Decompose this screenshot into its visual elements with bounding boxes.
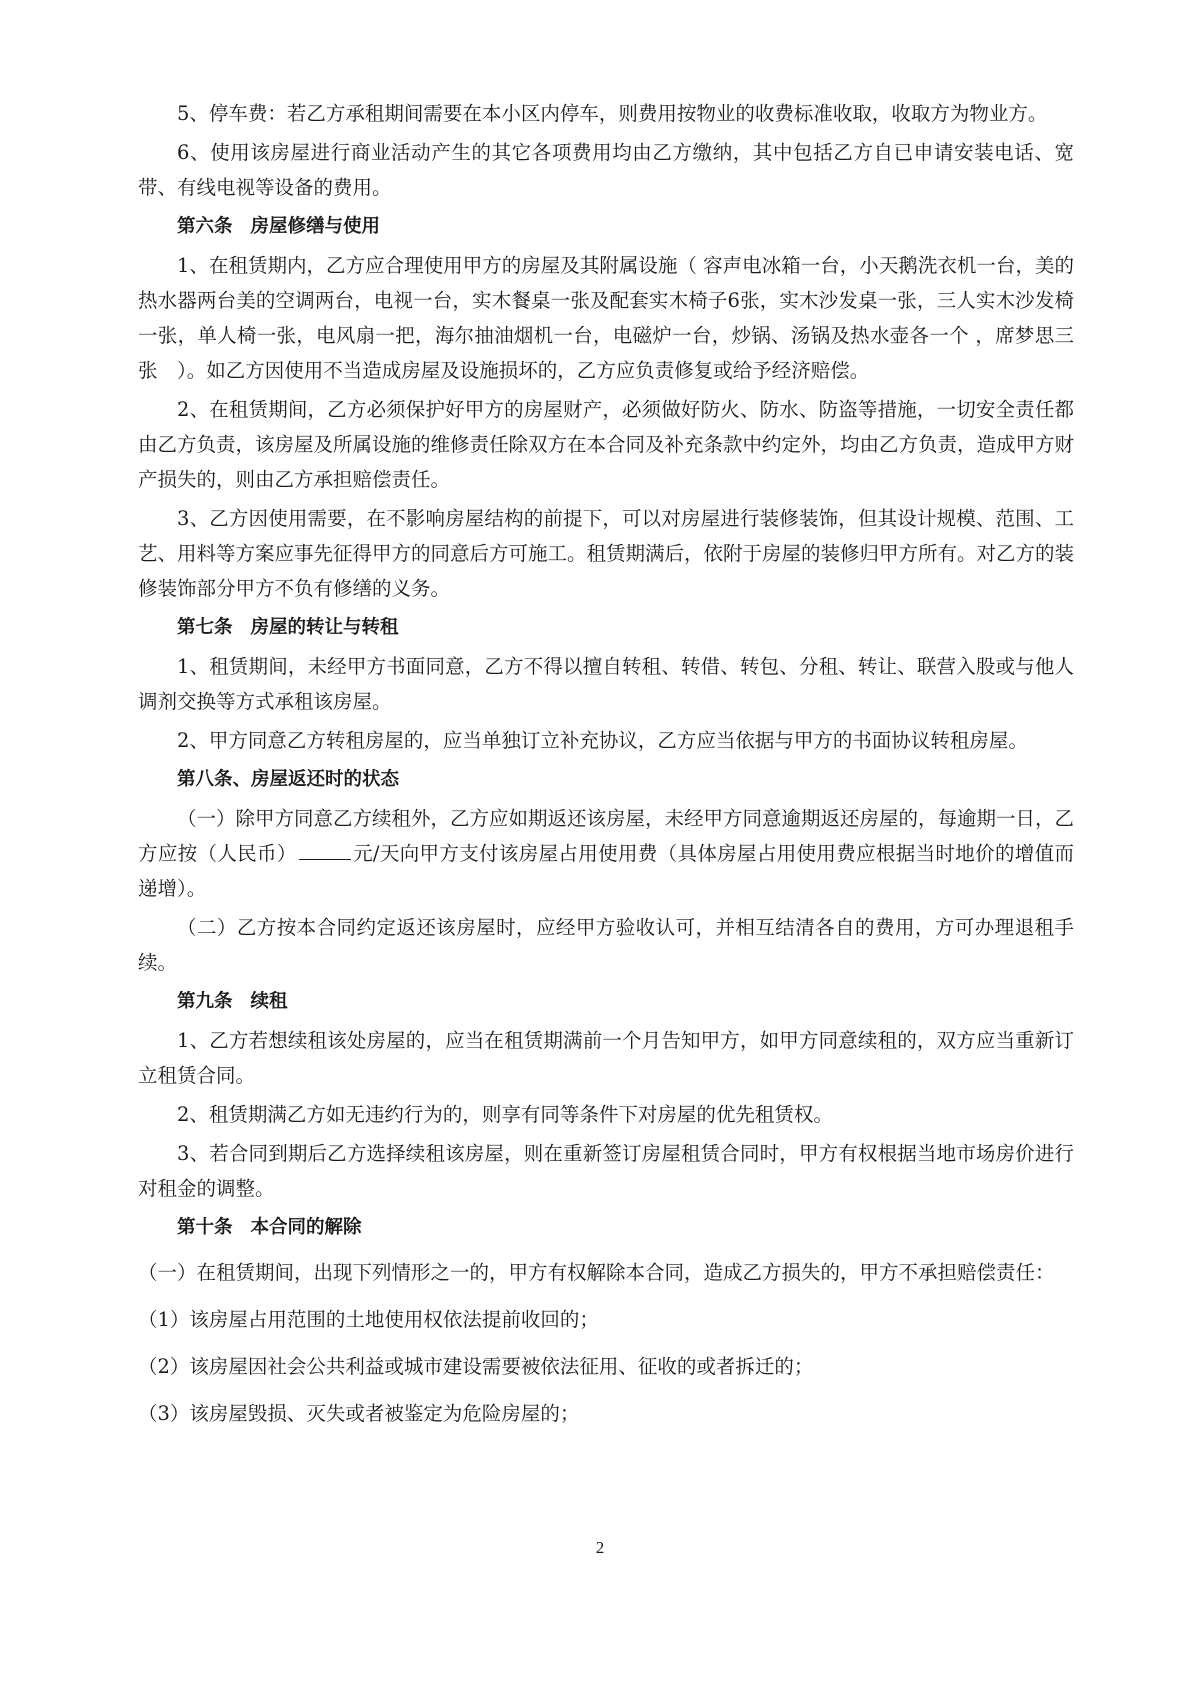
clause-paragraph: 3、若合同到期后乙方选择续租该房屋，则在重新签订房屋租赁合同时，甲方有权根据当地市场房价进行对租金的调整。 <box>138 1142 1074 1200</box>
clause-paragraph: 1、租赁期间，未经甲方书面同意，乙方不得以擅自转租、转借、转包、分租、转让、联营入股或与他人调剂交换等方式承租该房屋。 <box>138 655 1074 713</box>
clause-paragraph: 2、在租赁期间，乙方必须保护好甲方的房屋财产，必须做好防火、防水、防盗等措施，一切安全责任都由乙方负责，该房屋及所属设施的维修责任除双方在本合同及补充条款中约定外，均由乙方负责，造成甲方财产损失的，则由乙方承担赔偿责任。 <box>138 398 1075 491</box>
clause-paragraph: 5、停车费：若乙方承租期间需要在本小区内停车，则费用按物业的收费标准收取，收取方为物业方。 <box>177 102 1048 125</box>
contract-body <box>138 96 1074 1443</box>
clause-paragraph: 3、乙方因使用需要，在不影响房屋结构的前提下，可以对房屋进行装修装饰，但其设计规模、范围、工艺、用料等方案应事先征得甲方的同意后方可施工。租赁期满后，依附于房屋的装修归甲方所有。对乙方的装修装饰部分甲方不负有修缮的义务。 <box>138 507 1075 600</box>
section-title: 第八条、房屋返还时的状态 <box>177 769 400 790</box>
clause-paragraph: 1、在租赁期内，乙方应合理使用甲方的房屋及其附属设施（ 容声电冰箱一台，小天鹅洗衣机一台，美的热水器两台美的空调两台，电视一台，实木餐桌一张及配套实木椅子6张，实木沙发桌一张，三人实木沙发椅一张，单人椅一张，电风扇一把，海尔抽油烟机一台，电磁炉一台，炒锅、汤锅及热水壶各一个 ，席梦思三张 ）。如乙方因使用不当造成房屋及设施损坏的，乙方应负责修复或给予经济赔偿。 <box>138 254 1074 382</box>
section-title: 续租 <box>250 991 288 1012</box>
section-heading <box>138 610 1074 645</box>
clause-paragraph <box>138 801 1074 906</box>
section-heading <box>138 762 1074 797</box>
section-title: 房屋修缮与使用 <box>250 216 381 237</box>
section-heading <box>138 209 1074 244</box>
clause-paragraph: 1、乙方若想续租该处房屋的，应当在租赁期满前一个月告知甲方，如甲方同意续租的，双方应当重新订立租赁合同。 <box>138 1029 1074 1087</box>
clause-paragraph: 2、租赁期满乙方如无违约行为的，则享有同等条件下对房屋的优先租赁权。 <box>177 1103 833 1126</box>
clause-paragraph: 2、甲方同意乙方转租房屋的，应当单独订立补充协议，乙方应当依据与甲方的书面协议转租房屋。 <box>177 729 1028 752</box>
list-item: （3）该房屋毁损、灭失或者被鉴定为危险房屋的； <box>138 1402 580 1425</box>
section-title: 本合同的解除 <box>250 1217 362 1238</box>
clause-text: 元/天向甲方支付该房屋占用使用费（具体房屋占用使用费应根据当时地价的增值而递增）。 <box>138 842 1074 900</box>
section-number: 第七条 <box>177 617 233 638</box>
list-item: （1）该房屋占用范围的土地使用权依法提前收回的； <box>138 1308 599 1331</box>
list-item: （2）该房屋因社会公共利益或城市建设需要被依法征用、征收的或者拆迁的； <box>138 1355 814 1378</box>
list-item: （一）在租赁期间，出现下列情形之一的，甲方有权解除本合同，造成乙方损失的，甲方不承担赔偿责任： <box>138 1261 1055 1284</box>
page-number: 2 <box>595 1538 605 1557</box>
section-heading <box>138 984 1074 1019</box>
clause-text: （一）除甲方同意乙方续租外，乙方应如期返还该房屋，未经甲方同意逾期返还房屋的，每逾期一日，乙方应按（人民币） <box>138 807 1075 865</box>
clause-paragraph: 6、使用该房屋进行商业活动产生的其它各项费用均由乙方缴纳，其中包括乙方自已申请安装电话、宽带、有线电视等设备的费用。 <box>138 141 1074 199</box>
clause-paragraph: （二）乙方按本合同约定返还该房屋时，应经甲方验收认可，并相互结清各自的费用，方可办理退租手续。 <box>138 916 1074 974</box>
section-number: 第十条 <box>177 1217 233 1238</box>
section-number: 第六条 <box>177 216 233 237</box>
section-heading <box>138 1210 1074 1245</box>
section-title: 房屋的转让与转租 <box>250 617 399 638</box>
section-number: 第九条 <box>177 991 233 1012</box>
fill-in-blank <box>299 859 351 860</box>
